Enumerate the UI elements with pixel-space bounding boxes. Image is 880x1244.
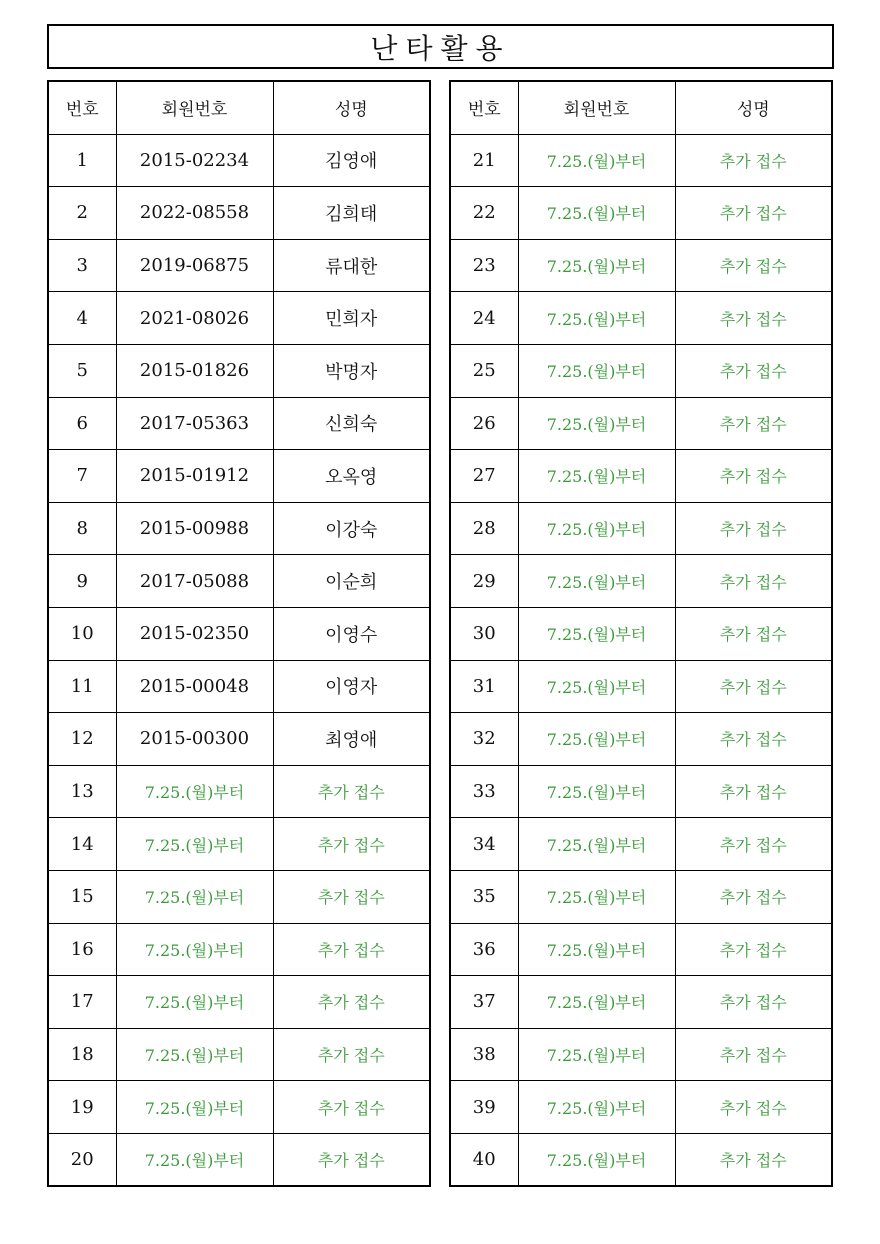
header-member-id: 회원번호 <box>518 81 675 134</box>
member-id: 2015-00300 <box>116 713 273 766</box>
table-row <box>48 134 430 187</box>
member-id: 7.25.(월)부터 <box>518 765 675 818</box>
member-name: 추가 접수 <box>675 397 832 450</box>
member-id: 2019-06875 <box>116 239 273 292</box>
member-name: 김희태 <box>273 187 430 240</box>
member-name: 추가 접수 <box>273 870 430 923</box>
row-number: 23 <box>450 239 518 292</box>
roster-table-right <box>449 80 833 1187</box>
row-number: 5 <box>48 344 116 397</box>
member-name: 추가 접수 <box>675 134 832 187</box>
member-name: 이영자 <box>273 660 430 713</box>
member-id: 7.25.(월)부터 <box>518 1028 675 1081</box>
table-row <box>450 239 832 292</box>
row-number: 16 <box>48 923 116 976</box>
table-row <box>450 923 832 976</box>
header-name: 성명 <box>273 81 430 134</box>
row-number: 13 <box>48 765 116 818</box>
row-number: 14 <box>48 818 116 871</box>
row-number: 29 <box>450 555 518 608</box>
table-row <box>450 870 832 923</box>
member-id: 7.25.(월)부터 <box>518 660 675 713</box>
row-number: 31 <box>450 660 518 713</box>
member-name: 추가 접수 <box>675 187 832 240</box>
row-number: 37 <box>450 976 518 1029</box>
table-row <box>48 502 430 555</box>
row-number: 1 <box>48 134 116 187</box>
row-number: 28 <box>450 502 518 555</box>
member-name: 김영애 <box>273 134 430 187</box>
member-name: 추가 접수 <box>675 1028 832 1081</box>
header-member-id: 회원번호 <box>116 81 273 134</box>
member-id: 7.25.(월)부터 <box>518 555 675 608</box>
row-number: 34 <box>450 818 518 871</box>
member-name: 추가 접수 <box>273 818 430 871</box>
member-id: 7.25.(월)부터 <box>518 134 675 187</box>
row-number: 21 <box>450 134 518 187</box>
member-name: 추가 접수 <box>273 1133 430 1186</box>
table-row <box>48 450 430 503</box>
page-title: 난타활용 <box>47 24 834 69</box>
member-name: 추가 접수 <box>675 607 832 660</box>
member-name: 추가 접수 <box>273 1028 430 1081</box>
row-number: 33 <box>450 765 518 818</box>
member-id: 2021-08026 <box>116 292 273 345</box>
table-row <box>450 397 832 450</box>
table-row <box>450 818 832 871</box>
table-row <box>450 344 832 397</box>
table-row <box>450 1081 832 1134</box>
table-row <box>48 1133 430 1186</box>
row-number: 36 <box>450 923 518 976</box>
member-name: 추가 접수 <box>273 765 430 818</box>
member-id: 7.25.(월)부터 <box>116 870 273 923</box>
member-id: 7.25.(월)부터 <box>116 765 273 818</box>
member-id: 7.25.(월)부터 <box>518 187 675 240</box>
member-id: 2017-05363 <box>116 397 273 450</box>
row-number: 32 <box>450 713 518 766</box>
member-name: 추가 접수 <box>675 818 832 871</box>
row-number: 39 <box>450 1081 518 1134</box>
row-number: 2 <box>48 187 116 240</box>
row-number: 8 <box>48 502 116 555</box>
member-id: 7.25.(월)부터 <box>518 292 675 345</box>
row-number: 27 <box>450 450 518 503</box>
table-row <box>450 450 832 503</box>
member-name: 추가 접수 <box>273 1081 430 1134</box>
row-number: 17 <box>48 976 116 1029</box>
roster-table-left <box>47 80 431 1187</box>
member-id: 7.25.(월)부터 <box>518 923 675 976</box>
member-name: 추가 접수 <box>675 1081 832 1134</box>
member-id: 2015-01826 <box>116 344 273 397</box>
row-number: 40 <box>450 1133 518 1186</box>
row-number: 19 <box>48 1081 116 1134</box>
header-number: 번호 <box>48 81 116 134</box>
table-row <box>48 607 430 660</box>
member-name: 추가 접수 <box>675 239 832 292</box>
member-name: 이강숙 <box>273 502 430 555</box>
table-row <box>48 1081 430 1134</box>
member-id: 2015-02234 <box>116 134 273 187</box>
member-id: 7.25.(월)부터 <box>518 1081 675 1134</box>
table-row <box>48 660 430 713</box>
member-id: 7.25.(월)부터 <box>116 818 273 871</box>
table-row <box>48 555 430 608</box>
member-name: 추가 접수 <box>675 344 832 397</box>
row-number: 30 <box>450 607 518 660</box>
member-id: 7.25.(월)부터 <box>116 976 273 1029</box>
table-row <box>450 1133 832 1186</box>
member-id: 7.25.(월)부터 <box>518 870 675 923</box>
table-header-row <box>450 81 832 134</box>
table-row <box>48 923 430 976</box>
row-number: 26 <box>450 397 518 450</box>
table-row <box>48 292 430 345</box>
member-name: 추가 접수 <box>675 450 832 503</box>
member-name: 추가 접수 <box>675 713 832 766</box>
member-name: 추가 접수 <box>273 923 430 976</box>
member-name: 추가 접수 <box>675 976 832 1029</box>
row-number: 25 <box>450 344 518 397</box>
table-row <box>450 765 832 818</box>
row-number: 15 <box>48 870 116 923</box>
table-row <box>450 713 832 766</box>
member-id: 7.25.(월)부터 <box>518 450 675 503</box>
table-row <box>48 870 430 923</box>
table-row <box>48 397 430 450</box>
table-row <box>450 660 832 713</box>
member-id: 7.25.(월)부터 <box>518 1133 675 1186</box>
row-number: 22 <box>450 187 518 240</box>
member-id: 7.25.(월)부터 <box>518 818 675 871</box>
table-row <box>48 239 430 292</box>
member-name: 추가 접수 <box>675 1133 832 1186</box>
table-row <box>48 818 430 871</box>
table-row <box>450 502 832 555</box>
table-row <box>48 1028 430 1081</box>
member-name: 추가 접수 <box>675 502 832 555</box>
member-id: 7.25.(월)부터 <box>116 1028 273 1081</box>
table-row <box>48 713 430 766</box>
table-row <box>48 344 430 397</box>
member-name: 류대한 <box>273 239 430 292</box>
row-number: 9 <box>48 555 116 608</box>
member-id: 7.25.(월)부터 <box>518 607 675 660</box>
table-row <box>450 607 832 660</box>
member-name: 최영애 <box>273 713 430 766</box>
member-name: 추가 접수 <box>675 923 832 976</box>
table-row <box>48 187 430 240</box>
member-name: 민희자 <box>273 292 430 345</box>
member-id: 2017-05088 <box>116 555 273 608</box>
row-number: 35 <box>450 870 518 923</box>
table-row <box>450 976 832 1029</box>
member-id: 7.25.(월)부터 <box>518 239 675 292</box>
member-name: 추가 접수 <box>675 660 832 713</box>
row-number: 11 <box>48 660 116 713</box>
member-id: 2015-00048 <box>116 660 273 713</box>
member-name: 오옥영 <box>273 450 430 503</box>
member-id: 7.25.(월)부터 <box>518 713 675 766</box>
member-name: 추가 접수 <box>273 976 430 1029</box>
member-name: 박명자 <box>273 344 430 397</box>
member-id: 2015-01912 <box>116 450 273 503</box>
row-number: 18 <box>48 1028 116 1081</box>
header-number: 번호 <box>450 81 518 134</box>
table-row <box>450 134 832 187</box>
table-row <box>48 765 430 818</box>
row-number: 24 <box>450 292 518 345</box>
member-id: 7.25.(월)부터 <box>518 976 675 1029</box>
row-number: 38 <box>450 1028 518 1081</box>
row-number: 6 <box>48 397 116 450</box>
table-row <box>450 555 832 608</box>
row-number: 20 <box>48 1133 116 1186</box>
row-number: 4 <box>48 292 116 345</box>
member-id: 7.25.(월)부터 <box>116 923 273 976</box>
member-id: 7.25.(월)부터 <box>116 1133 273 1186</box>
table-header-row <box>48 81 430 134</box>
member-id: 2015-00988 <box>116 502 273 555</box>
member-id: 7.25.(월)부터 <box>518 502 675 555</box>
member-name: 추가 접수 <box>675 765 832 818</box>
member-id: 2015-02350 <box>116 607 273 660</box>
header-name: 성명 <box>675 81 832 134</box>
row-number: 10 <box>48 607 116 660</box>
member-name: 신희숙 <box>273 397 430 450</box>
row-number: 7 <box>48 450 116 503</box>
table-row <box>450 1028 832 1081</box>
member-name: 이영수 <box>273 607 430 660</box>
row-number: 3 <box>48 239 116 292</box>
table-row <box>450 292 832 345</box>
member-id: 7.25.(월)부터 <box>518 397 675 450</box>
member-name: 추가 접수 <box>675 555 832 608</box>
member-name: 이순희 <box>273 555 430 608</box>
member-name: 추가 접수 <box>675 870 832 923</box>
member-id: 7.25.(월)부터 <box>518 344 675 397</box>
member-id: 2022-08558 <box>116 187 273 240</box>
row-number: 12 <box>48 713 116 766</box>
member-id: 7.25.(월)부터 <box>116 1081 273 1134</box>
table-row <box>450 187 832 240</box>
table-row <box>48 976 430 1029</box>
member-name: 추가 접수 <box>675 292 832 345</box>
